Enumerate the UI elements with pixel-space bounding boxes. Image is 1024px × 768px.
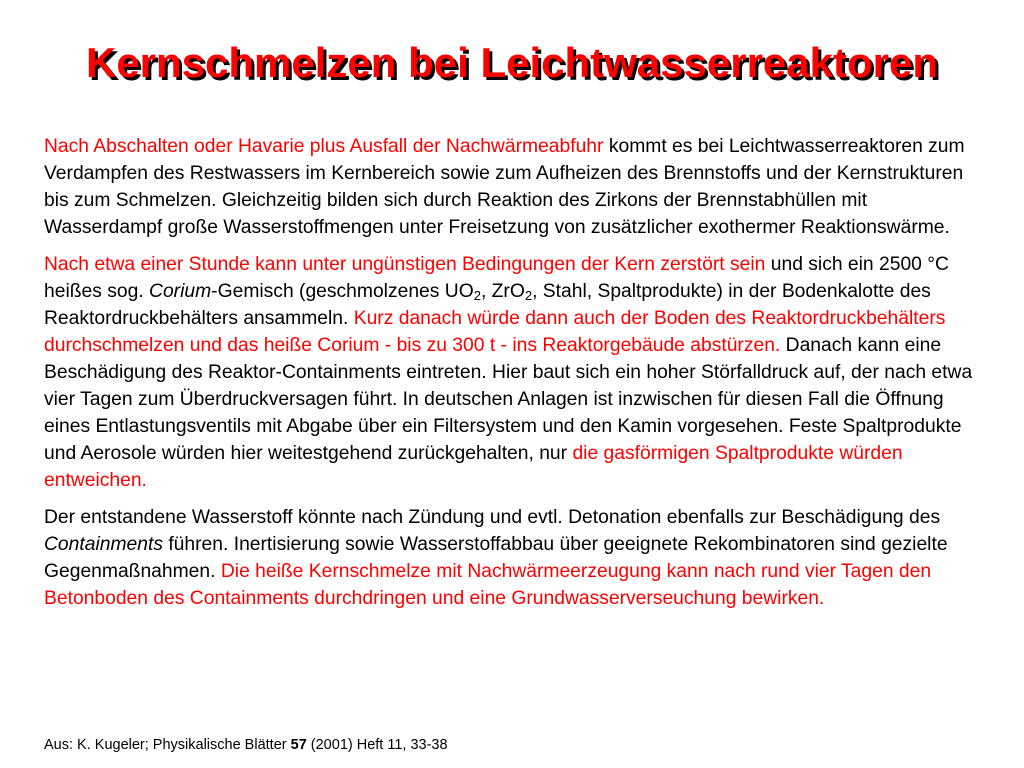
paragraph-1 [44, 133, 989, 241]
source-volume: 57 [290, 737, 307, 753]
paragraph-2-subscript-1: 2 [473, 288, 481, 303]
paragraph-3 [44, 504, 989, 612]
paragraph-2-text-5: Danach kann eine Beschädigung des Reaktor-Containments eintreten. Hier baut sich ein hoher Störfalldruck auf, der nach etwa vier Tagen zum Überdruckversagen führt. In deutschen Anlagen ist inzwischen für diesen Fall die Öffnung eines Entlastungsventils mit Abgabe über ein Filtersystem und den Kamin vorgesehen. Feste Spaltprodukte und Aerosole würden hier weitestgehend zurückgehalten, nur [44, 335, 973, 464]
source-suffix: (2001) Heft 11, 33-38 [306, 737, 448, 753]
source-prefix: Aus: K. Kugeler; Physikalische Blätter [44, 737, 291, 753]
paragraph-2-red-1: Nach etwa einer Stunde kann unter ungünstigen Bedingungen der Kern zerstört sein [44, 254, 766, 275]
paragraph-2-red-2: Kurz danach würde dann auch der Boden des Reaktordruckbehälters durchschmelzen und das heiße Corium - bis zu 300 t - ins Reaktorgebäude abstürzen. [44, 308, 946, 356]
slide-title: Kernschmelzen bei Leichtwasserreaktoren [85, 39, 939, 86]
paragraph-2-text-2: -Gemisch (geschmolzenes UO [211, 281, 474, 302]
paragraph-2-text-1: und sich ein 2500 °C heißes sog. [44, 254, 949, 302]
paragraph-2-red-3: die gasförmigen Spaltprodukte würden entweichen. [44, 443, 903, 491]
paragraph-1-red-1: Nach Abschalten oder Havarie plus Ausfall der Nachwärmeabfuhr [44, 136, 604, 157]
paragraph-3-red-1: Die heiße Kernschmelze mit Nachwärmeerzeugung kann nach rund vier Tagen den Betonboden des Containments durchdringen und eine Grundwasserverseuchung bewirken. [44, 561, 932, 609]
paragraph-1-text-1: kommt es bei Leichtwasserreaktoren zum Verdampfen des Restwassers im Kernbereich sowie zum Aufheizen des Brennstoffs und der Kernstrukturen bis zum Schmelzen. Gleichzeitig bilden sich durch Reaktion des Zirkons der Brennstabhüllen mit Wasserdampf große Wasserstoffmengen unter Freisetzung von zusätzlicher exothermer Reaktionswärme. [44, 136, 965, 238]
paragraph-2-italic-corium: Corium [149, 281, 212, 302]
source-citation [44, 736, 448, 754]
paragraph-3-text-1: Der entstandene Wasserstoff könnte nach Zündung und evtl. Detonation ebenfalls zur Beschädigung des [44, 507, 941, 528]
paragraph-3-text-2: führen. Inertisierung sowie Wasserstoffabbau über geeignete Rekombinatoren sind gezielte Gegenmaßnahmen. [44, 534, 948, 582]
slide-body [44, 133, 989, 622]
paragraph-2-text-3: , ZrO [480, 281, 525, 302]
paragraph-2-text-4: , Stahl, Spaltprodukte) in der Bodenkalotte des Reaktordruckbehälters ansammeln. [44, 281, 931, 329]
paragraph-2-subscript-2: 2 [524, 288, 533, 303]
paragraph-2 [44, 251, 989, 494]
paragraph-3-italic-containments: Containments [44, 534, 163, 555]
